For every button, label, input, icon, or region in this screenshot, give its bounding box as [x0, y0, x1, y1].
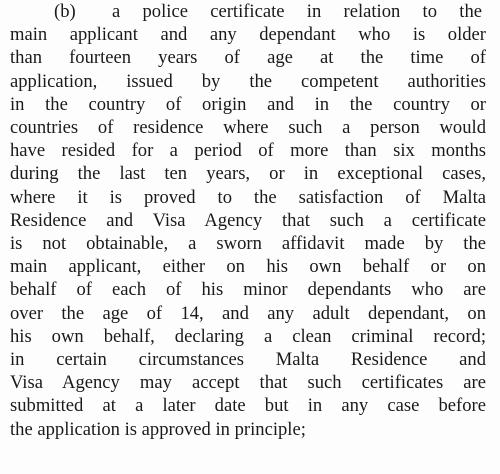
clause-line-last: the application is approved in principle;	[10, 418, 306, 440]
clause-line: submitted at a later date but in any case before	[10, 395, 486, 417]
clause-line: have resided for a period of more than six months	[10, 140, 486, 162]
clause-line: is not obtainable, a sworn affidavit made by the	[10, 233, 486, 255]
clause-line: where it is proved to the satisfaction of Malta	[10, 186, 486, 208]
clause-line: main applicant and any dependant who is older	[10, 24, 486, 46]
clause-line: in certain circumstances Malta Residence and	[10, 349, 486, 371]
clause-line: main applicant, either on his own behalf or on	[10, 256, 486, 278]
clause-line: than fourteen years of age at the time of	[10, 47, 486, 69]
clause-marker: (b)	[54, 1, 76, 22]
clause-line: application, issued by the competent authorities	[10, 70, 486, 92]
clause-first-line	[10, 0, 486, 23]
clause-line: behalf of each of his minor dependants who are	[10, 279, 486, 301]
clause-b	[10, 0, 486, 441]
clause-line: over the age of 14, and any adult dependant, on	[10, 302, 486, 324]
clause-line: his own behalf, declaring a clean criminal record;	[10, 325, 486, 347]
clause-line: countries of residence where such a person would	[10, 117, 486, 139]
clause-line: Visa Agency may accept that such certificates are	[10, 372, 486, 394]
clause-line: in the country of origin and in the country or	[10, 93, 486, 115]
clause-first-text: a police certificate in relation to the	[112, 1, 482, 22]
clause-line: Residence and Visa Agency that such a certificate	[10, 209, 486, 231]
clause-line: during the last ten years, or in exceptional cases,	[10, 163, 486, 185]
